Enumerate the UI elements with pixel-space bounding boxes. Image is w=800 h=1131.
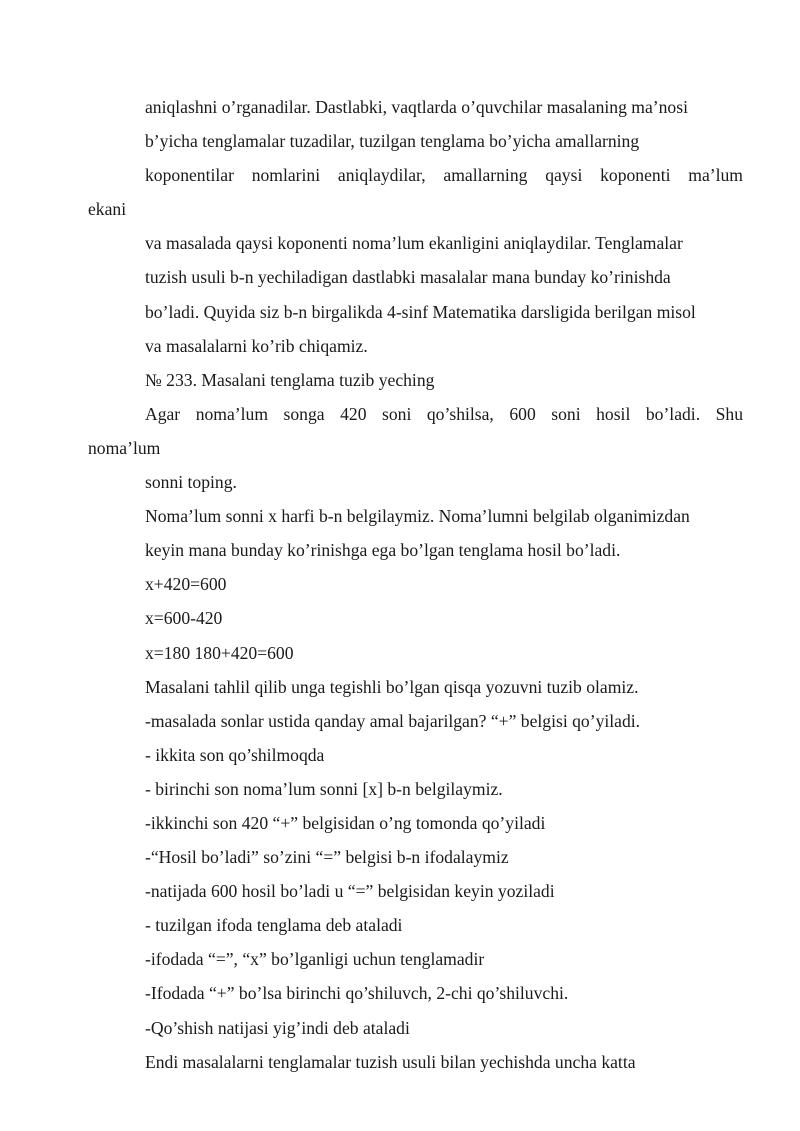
text-line: b’yicha tenglamalar tuzadilar, tuzilgan tenglama bo’yicha amallarning: [145, 131, 640, 152]
text-line: keyin mana bunday ko’rinishga ega bo’lgan tenglama hosil bo’ladi.: [145, 540, 621, 561]
list-item: - ikkita son qo’shilmoqda: [145, 744, 325, 765]
text-line: sonni toping.: [145, 472, 237, 493]
text-line: noma’lum: [88, 437, 161, 458]
list-item: -masalada sonlar ustida qanday amal bajarilgan? “+” belgisi qo’yiladi.: [145, 710, 641, 731]
text-line: tuzish usuli b-n yechiladigan dastlabki masalalar mana bunday ko’rinishda: [145, 267, 671, 288]
text-line: bo’ladi. Quyida siz b-n birgalikda 4-sinf Matematika darsligida berilgan misol: [145, 301, 696, 322]
body-text: [88, 93, 743, 1082]
equation-line: x+420=600: [145, 574, 227, 595]
text-line: ekani: [88, 199, 127, 220]
text-line: koponentilar nomlarini aniqlaydilar, amallarning qaysi koponenti ma’lum: [145, 165, 743, 186]
list-item: -ikkinchi son 420 “+” belgisidan o’ng tomonda qo’yiladi: [145, 812, 546, 833]
list-item: -“Hosil bo’ladi” so’zini “=” belgisi b-n ifodalaymiz: [145, 847, 509, 868]
list-item: -ifodada “=”, “x” bo’lganligi uchun tenglamadir: [145, 949, 485, 970]
problem-heading: № 233. Masalani tenglama tuzib yeching: [145, 369, 435, 390]
list-item: -Qo’shish natijasi yig’indi deb ataladi: [145, 1017, 410, 1038]
list-item: - birinchi son noma’lum sonni [x] b-n belgilaymiz.: [145, 778, 503, 799]
equation-line: x=600-420: [145, 608, 223, 629]
text-line: Agar noma’lum songa 420 soni qo’shilsa, 600 soni hosil bo’ladi. Shu: [145, 403, 743, 424]
text-line: aniqlashni o’rganadilar. Dastlabki, vaqtlarda o’quvchilar masalaning ma’nosi: [145, 97, 688, 117]
list-item: - tuzilgan ifoda tenglama deb ataladi: [145, 915, 403, 936]
text-line: va masalalarni ko’rib chiqamiz.: [145, 335, 368, 356]
list-item: -Ifodada “+” bo’lsa birinchi qo’shiluvch, 2-chi qo’shiluvchi.: [145, 983, 569, 1004]
text-line: Noma’lum sonni x harfi b-n belgilaymiz. Noma’lumni belgilab olganimizdan: [145, 506, 690, 527]
list-item: -natijada 600 hosil bo’ladi u “=” belgisidan keyin yoziladi: [145, 881, 555, 902]
text-line: va masalada qaysi koponenti noma’lum ekanligini aniqlaydilar. Tenglamalar: [145, 233, 683, 254]
text-line: Masalani tahlil qilib unga tegishli bo’lgan qisqa yozuvni tuzib olamiz.: [145, 676, 639, 697]
equation-line: x=180 180+420=600: [145, 642, 294, 663]
text-line: Endi masalalarni tenglamalar tuzish usuli bilan yechishda uncha katta: [145, 1051, 636, 1072]
